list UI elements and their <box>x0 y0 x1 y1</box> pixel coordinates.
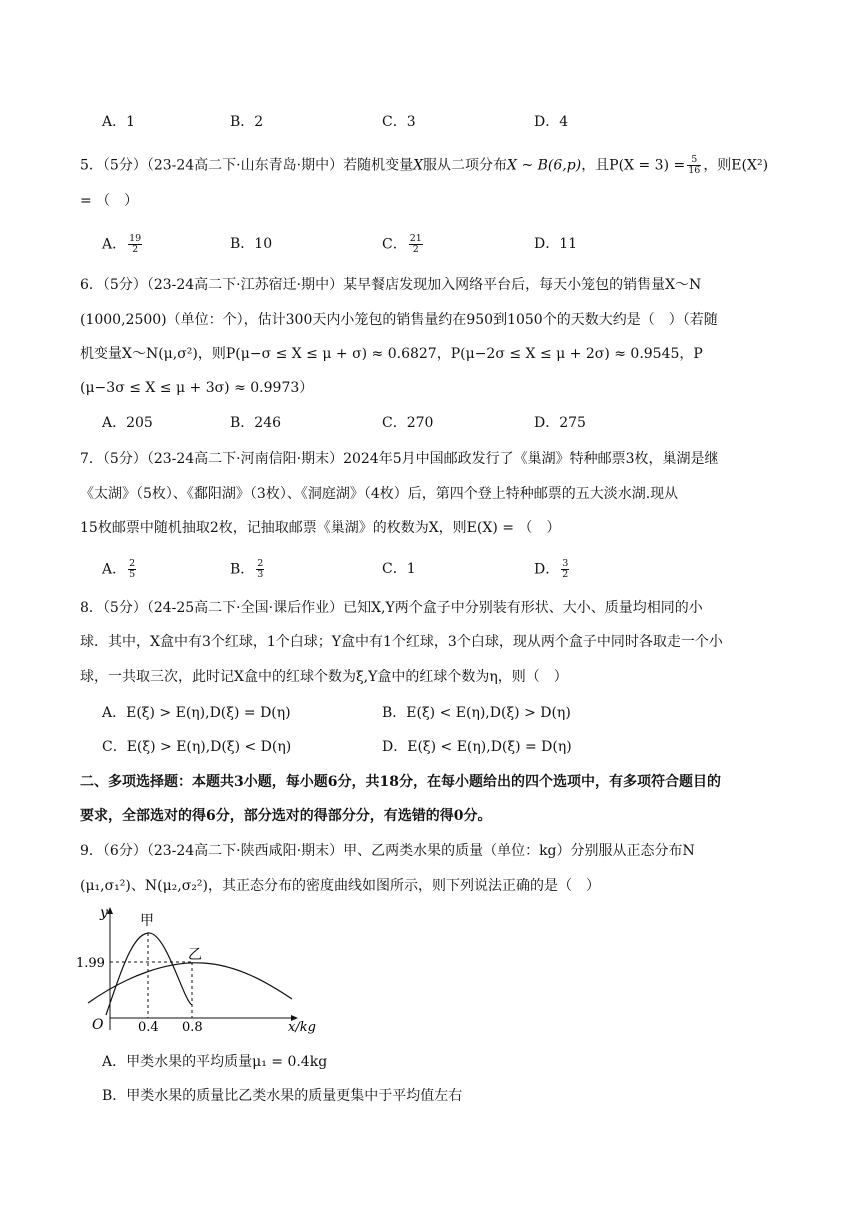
curve-yi <box>88 963 292 1003</box>
q5-option-d: D．11 <box>534 236 578 252</box>
origin-label: O <box>92 1017 104 1033</box>
q5-fraction: $\frac{5}{16}$ <box>688 154 701 176</box>
q6-option-b: B．246 <box>230 415 282 431</box>
q5-cond: ，且P(X = 3) = <box>581 157 686 174</box>
q5-mid: 服从二项分布 <box>423 157 508 174</box>
q6-option-d: D．275 <box>534 415 586 431</box>
q6-line-3: 机变量X～N(μ,σ²)，则P(μ−σ ≤ X ≤ μ + σ) ≈ 0.6827，P(μ−2σ ≤ X ≤ μ + 2σ) ≈ 0.9545，P <box>80 346 703 362</box>
x-axis-label: x/kg <box>288 1020 316 1035</box>
q8-option-a: A．E(ξ) > E(η),D(ξ) = D(η) <box>102 705 291 721</box>
q6-line-1: 6．（5分）（23-24高二下·江苏宿迁·期中）某早餐店发现加入网络平台后，每天小笼包的销售量X～N <box>80 277 702 293</box>
q8-option-b: B．E(ξ) < E(η),D(ξ) > D(η) <box>382 705 571 721</box>
q5-head: 5．（5分）（23-24高二下·山东青岛·期中）若随机变量 <box>80 157 414 174</box>
q4-option-b: B．2 <box>230 114 264 130</box>
q5-option-a: A． $\frac{19}{2}$ <box>102 233 142 255</box>
q8-line-3: 球，一共取三次，此时记X盒中的红球个数为ξ,Y盒中的红球个数为η，则（ ） <box>80 669 568 685</box>
q9-option-b: B．甲类水果的质量比乙类水果的质量更集中于平均值左右 <box>102 1088 463 1104</box>
q6-line-2: (1000,2500)（单位：个），估计300天内小笼包的销售量约在950到1050个的天数大约是（ ）（若随 <box>80 312 718 328</box>
q5-tail: ，则E(X²) <box>703 157 769 174</box>
q7-line-2: 《太湖》（5枚）、《鄱阳湖》（3枚）、《洞庭湖》（4枚）后，第四个登上特种邮票的五大淡水湖.现从 <box>80 486 679 502</box>
q8-option-c: C．E(ξ) > E(η),D(ξ) < D(η) <box>102 739 292 755</box>
curve-yi-label: 乙 <box>188 947 202 963</box>
q7-option-c: C．1 <box>382 561 416 577</box>
q4-option-a: A．1 <box>102 114 136 130</box>
q7-option-a: A． $\frac{2}{5}$ <box>102 558 136 580</box>
q9-line-2: (μ₁,σ₁²)、N(μ₂,σ₂²)，其正态分布的密度曲线如图所示，则下列说法正确的是（ ） <box>80 878 600 894</box>
q8-option-d: D．E(ξ) < E(η),D(ξ) = D(η) <box>382 739 572 755</box>
q7-line-1: 7．（5分）（23-24高二下·河南信阳·期末）2024年5月中国邮政发行了《巢湖》特种邮票3枚，巢湖是继 <box>80 451 719 467</box>
q5-option-b: B．10 <box>230 236 273 252</box>
q6-option-c: C．270 <box>382 415 434 431</box>
curve-jia <box>106 933 192 1015</box>
q6-option-a: A．205 <box>102 415 153 431</box>
q5-option-c: C． $\frac{21}{2}$ <box>382 233 422 255</box>
q8-line-2: 球．其中，X盒中有3个红球，1个白球；Y盒中有1个红球，3个白球，现从两个盒子中同时各取走一个小 <box>80 634 723 650</box>
curve-jia-label: 甲 <box>140 913 154 929</box>
section-2-heading-line-1: 二、多项选择题：本题共3小题，每小题6分，共18分，在每小题给出的四个选项中，有多项符合题目的 <box>80 774 721 790</box>
q4-option-c: C．3 <box>382 114 416 130</box>
q7-line-3: 15枚邮票中随机抽取2枚，记抽取邮票《巢湖》的枚数为X，则E(X) = （ ） <box>80 520 561 536</box>
q4-option-d: D．4 <box>534 114 569 130</box>
q6-line-4: (μ−3σ ≤ X ≤ μ + 3σ) ≈ 0.9973） <box>80 380 314 396</box>
q5-line-2: = （ ） <box>80 193 139 209</box>
section-2-heading-line-2: 要求，全部选对的得6分，部分选对的得部分分，有选错的得0分。 <box>80 808 492 824</box>
x-tick-label-2: 0.8 <box>182 1020 203 1035</box>
normal-density-graph <box>76 905 338 1035</box>
q7-option-b: B． $\frac{2}{3}$ <box>230 558 264 580</box>
q8-line-1: 8．（5分）（24-25高二下·全国·课后作业）已知X,Y两个盒子中分别装有形状、大小、质量均相同的小 <box>80 600 703 616</box>
x-tick-label-1: 0.4 <box>138 1020 159 1035</box>
y-axis-label: y <box>100 905 108 921</box>
y-tick-label: 1.99 <box>76 956 105 971</box>
q7-option-d: D． $\frac{3}{2}$ <box>534 558 569 580</box>
q9-option-a: A．甲类水果的平均质量μ₁ = 0.4kg <box>102 1054 328 1070</box>
q5-line-1: 5．（5分）（23-24高二下·山东青岛·期中）若随机变量X服从二项分布X ~ B(6,p)，且P(X = 3) = $\frac{5}{16}$ ，则E(X²) <box>80 154 769 176</box>
q9-line-1: 9．（6分）（23-24高二下·陕西咸阳·期末）甲、乙两类水果的质量（单位：kg）分别服从正态分布N <box>80 843 695 859</box>
q5-dist: X ~ B(6,p) <box>507 157 582 174</box>
